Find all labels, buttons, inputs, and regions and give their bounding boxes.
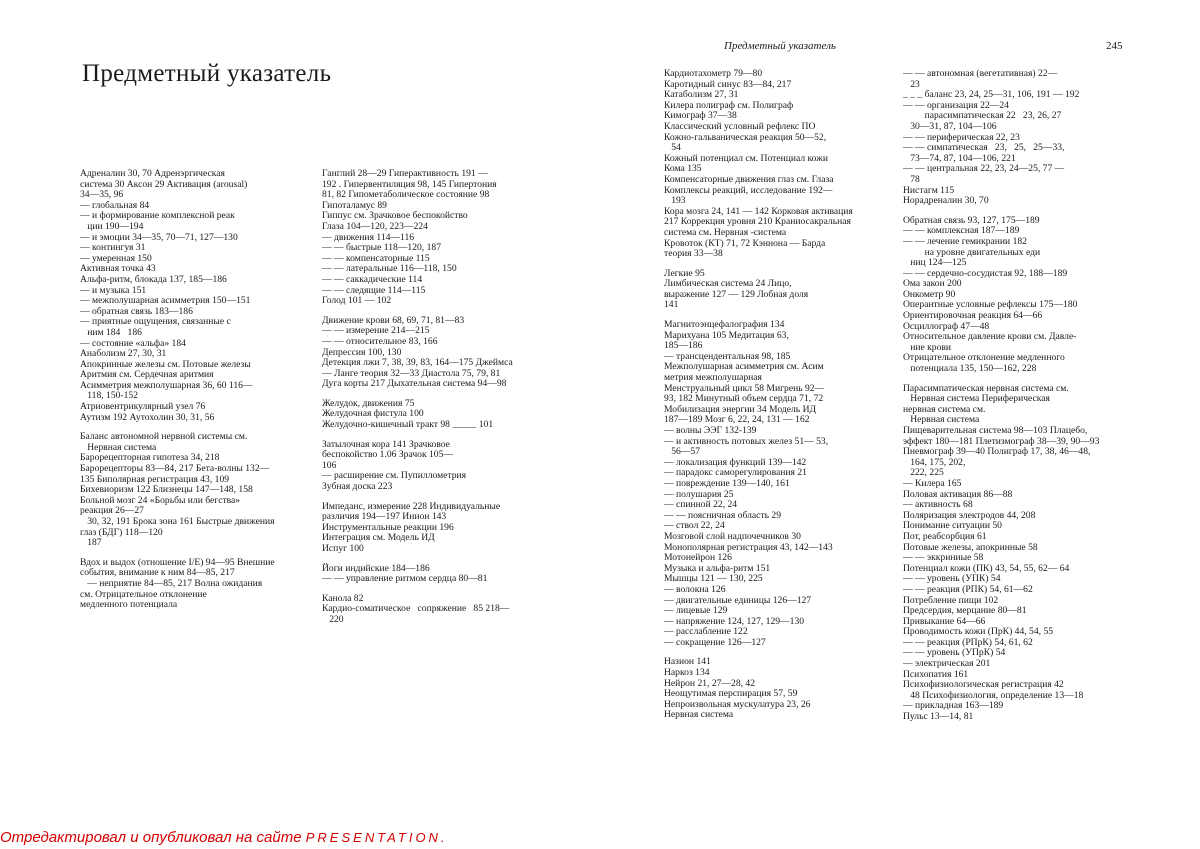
index-entry: Оперантные условные рефлексы 175—180 — [903, 299, 1078, 311]
index-entry: Поляризация электродов 44, 208 — [903, 509, 1036, 521]
index-entry: Мотонейрон 126 — [664, 552, 732, 564]
index-entry: Вдох и выдох (отношение I/E) 94—95 Внешние — [80, 556, 275, 568]
index-entry: Кожно-гальваническая реакция 50—52, — [664, 131, 827, 143]
footer-site: PRESENTATION. — [305, 830, 448, 845]
index-entry: — — саккадические 114 — [322, 273, 423, 285]
index-entry: ним 184 186 — [80, 326, 142, 338]
index-entry: 118, 150-152 — [80, 390, 139, 402]
index-entry: ции 190—194 — [80, 220, 144, 232]
index-entry: Ориентировочная реакция 64—66 — [903, 310, 1043, 322]
index-entry: Нервная система — [903, 414, 980, 426]
index-entry: — Ланге теория 32—33 Диастола 75, 79, 81 — [322, 367, 501, 379]
index-entry: — — уровень (УПрК) 54 — [903, 647, 1006, 659]
index-entry: Назион 141 — [664, 656, 711, 668]
index-entry: Барорецепторная гипотеза 34, 218 — [80, 452, 220, 464]
index-column-3 — [664, 69, 886, 721]
index-entry: Нервная система — [80, 441, 157, 453]
index-entry: — локализация функций 139—142 — [664, 456, 807, 468]
index-entry: Апокринные железы см. Потовые железы — [80, 358, 251, 370]
index-entry: Бихевиоризм 122 Близнецы 147—148, 158 — [80, 484, 253, 496]
index-entry: Каротидный синус 83—84, 217 — [664, 78, 792, 90]
index-entry: Канола 82 — [322, 592, 364, 604]
index-entry: — спинной 22, 24 — [664, 499, 738, 511]
index-entry: Интеграция см. Модель ИД — [322, 532, 435, 544]
index-entry: Ома закон 200 — [903, 278, 962, 290]
index-entry: Норадреналин 30, 70 — [903, 195, 989, 207]
index-entry: Кимограф 37—38 — [664, 110, 737, 122]
index-entry: Психофизиологическая регистрация 42 — [903, 679, 1064, 691]
index-entry: 217 Коррекция уровня 210 Краниосакральная — [664, 216, 851, 228]
index-entry: Менструальный цикл 58 Мигрень 92— — [664, 382, 825, 394]
index-entry: Нистагм 115 — [903, 184, 955, 196]
index-entry: — расслабление 122 — [664, 626, 748, 638]
index-entry: 78 — [903, 173, 920, 185]
index-entry: Зубная доска 223 — [322, 481, 393, 493]
index-entry: Привыкание 64—66 — [903, 615, 986, 627]
index-entry: Комплексы реакций, исследование 192— — [664, 184, 833, 196]
index-entry: 192 . Гипервентиляция 98, 145 Гипертония — [322, 178, 497, 190]
index-entry: Гиппус см. Зрачковое беспокойство — [322, 210, 468, 222]
index-entry: Желудочная фистула 100 — [322, 408, 424, 420]
index-entry: Половая активация 86—88 — [903, 488, 1013, 500]
index-entry: Пот, реабсорбция 61 — [903, 530, 987, 542]
index-entry: Отрицательное отклонение медленного — [903, 352, 1065, 364]
index-entry: — — управление ритмом сердца 80—81 — [322, 573, 488, 585]
index-entry: Атриовентрикулярный узел 76 — [80, 401, 206, 413]
index-entry: 141 — [664, 299, 679, 311]
index-entry: Затылочная кора 141 Зрачковое — [322, 438, 450, 450]
index-entry: система 30 Аксон 29 Активация (arousal) — [80, 178, 248, 190]
index-entry: Марихуана 105 Медитация 63, — [664, 329, 789, 341]
index-entry: — — быстрые 118—120, 187 — [322, 242, 441, 254]
index-entry: Нервная система — [664, 709, 734, 721]
index-column-1 — [80, 169, 310, 611]
index-entry: Пищеварительная система 98—103 Плацебо, — [903, 425, 1088, 436]
index-entry: — прикладная 163—189 — [903, 700, 1004, 712]
index-entry: 23 — [903, 78, 920, 90]
index-entry: — контингуя 31 — [80, 242, 146, 254]
index-entry: 48 Психофизиология, определение 13—18 — [903, 689, 1084, 701]
index-entry: Анаболизм 27, 30, 31 — [80, 348, 167, 360]
index-entry: Кора мозга 24, 141 — 142 Корковая активация — [664, 205, 853, 217]
index-entry: — лицевые 129 — [664, 605, 728, 617]
index-entry: Адреналин 30, 70 Адренэргическая — [80, 168, 225, 179]
index-entry: Кома 135 — [664, 163, 702, 175]
index-entry: Глаза 104—120, 223—224 — [322, 220, 428, 232]
index-entry: — — периферическая 22, 23 — [903, 131, 1020, 143]
index-entry: Межполушарная асимметрия см. Асим — [664, 361, 824, 373]
index-entry: — активность 68 — [903, 499, 973, 511]
index-entry: см. Отрицательное отклонение — [80, 588, 207, 600]
index-entry: — — относительное 83, 166 — [322, 335, 438, 347]
index-entry: — волны ЭЭГ 132-139 — [664, 425, 757, 436]
index-entry: — межполушарная асимметрия 150—151 — [80, 295, 251, 307]
index-entry: — ствол 22, 24 — [664, 520, 725, 532]
index-entry: — обратная связь 183—186 — [80, 305, 193, 317]
index-entry: 56—57 — [664, 446, 700, 458]
index-entry: метрия межполушарная — [664, 372, 762, 384]
index-entry: — — лечение гемикрании 182 — [903, 235, 1027, 247]
index-entry: 185—186 — [664, 340, 703, 352]
index-entry: Лимбическая система 24 Лицо, — [664, 278, 792, 290]
index-entry: 30—31, 87, 104—106 — [903, 120, 997, 132]
index-entry: Наркоз 134 — [664, 667, 710, 679]
index-entry: Йоги индийские 184—186 — [322, 562, 430, 574]
index-entry: Пневмограф 39—40 Полиграф 17, 38, 46—48, — [903, 446, 1091, 458]
index-entry: — глобальная 84 — [80, 199, 150, 211]
index-column-4 — [903, 69, 1125, 723]
index-entry: медленного потенциала — [80, 599, 178, 611]
index-entry: Предсердия, мерцание 80—81 — [903, 605, 1027, 617]
index-entry: — парадокс саморегулирования 21 — [664, 467, 807, 479]
index-entry: нервная система см. — [903, 403, 986, 415]
index-entry: Активная точка 43 — [80, 263, 156, 275]
index-entry: Проводимость кожи (ПрК) 44, 54, 55 — [903, 626, 1054, 638]
index-entry: _ _ _ баланс 23, 24, 25—31, 106, 191 — 192 — [903, 89, 1080, 101]
index-entry: Понимание ситуации 50 — [903, 520, 1002, 532]
index-entry: глаз (БДГ) 118—120 — [80, 526, 163, 538]
index-entry: различия 194—197 Инион 143 — [322, 511, 447, 523]
index-entry: Движение крови 68, 69, 71, 81—83 — [322, 314, 465, 326]
index-entry: — электрическая 201 — [903, 658, 991, 670]
index-entry: — — эккриниые 58 — [903, 552, 984, 564]
index-entry: Кардио-соматическое сопряжение 85 218— — [322, 603, 510, 615]
index-entry: — состояние «альфа» 184 — [80, 337, 186, 349]
index-entry: беспокойство 1.06 Зрачок 105— — [322, 449, 453, 461]
index-entry: Магнитоэнцефалография 134 — [664, 319, 785, 331]
index-entry: парасимпатическая 22 23, 26, 27 — [903, 110, 1062, 122]
index-entry: Осциллограф 47—48 — [903, 320, 990, 332]
index-entry: Желудочно-кишечный тракт 98 _____ 101 — [322, 419, 494, 431]
index-entry: Гипоталамус 89 — [322, 199, 387, 211]
index-entry: — — измерение 214—215 — [322, 325, 430, 337]
index-entry: Килера полиграф см. Полиграф — [664, 99, 794, 111]
index-entry: — — латеральные 116—118, 150 — [322, 263, 457, 275]
index-entry: Классический условный рефлекс ПО — [664, 120, 816, 132]
index-entry: Психопатия 161 — [903, 668, 969, 680]
index-entry: ниц 124—125 — [903, 257, 967, 269]
index-entry: — — поясничная область 29 — [664, 509, 782, 521]
index-entry: Асимметрия межполушарная 36, 60 116— — [80, 379, 253, 391]
index-entry: Монополярная регистрация 43, 142—143 — [664, 541, 833, 553]
index-entry: — напряжение 124, 127, 129—130 — [664, 615, 805, 627]
index-entry: Парасимпатическая нервная система см. — [903, 382, 1069, 394]
page-title: Предметный указатель — [82, 60, 332, 87]
index-entry: теория 33—38 — [664, 248, 723, 260]
index-entry: 73—74, 87, 104—106, 221 — [903, 152, 1016, 164]
index-entry: — приятные ощущения, связанные с — [80, 316, 231, 328]
index-entry: Желудок, движения 75 — [322, 397, 415, 409]
index-entry: — сокращение 126—127 — [664, 636, 766, 648]
index-entry: 54 — [664, 142, 681, 154]
index-entry: Барорецепторы 83—84, 217 Бета-волны 132— — [80, 463, 270, 475]
index-entry: 193 — [664, 195, 686, 207]
index-entry: Кардиотахометр 79—80 — [664, 68, 763, 79]
index-entry: Пульс 13—14, 81 — [903, 711, 974, 723]
index-entry: Испуг 100 — [322, 543, 364, 554]
index-entry: Аутизм 192 Аутохолин 30, 31, 56 — [80, 411, 215, 423]
index-entry: Потовые железы, апокринные 58 — [903, 541, 1038, 553]
index-entry: Компенсаторные движения глаз см. Глаза — [664, 173, 834, 185]
index-entry: Мобилизация энергии 34 Модель ИД — [664, 403, 817, 415]
index-entry: Катаболизм 27, 31 — [664, 89, 739, 101]
index-entry: — — уровень (УПК) 54 — [903, 573, 1001, 585]
index-entry: Мозговой слой надпочечников 30 — [664, 530, 801, 542]
index-entry: — — автономная (вегетативная) 22— — [903, 68, 1058, 79]
index-entry: Кровоток (КТ) 71, 72 Кэннона — Барда — [664, 237, 826, 249]
index-entry: — расширение см. Пупиллометрия — [322, 470, 467, 482]
index-entry: 106 — [322, 459, 337, 471]
index-entry: Непроизвольная мускулатура 23, 26 — [664, 698, 811, 710]
index-entry: 81, 82 Гипометаболическое состояние 98 — [322, 189, 490, 201]
index-entry: — полушария 25 — [664, 488, 734, 500]
index-entry: — трансцендентальная 98, 185 — [664, 350, 791, 362]
index-entry: Инструментальные реакции 196 — [322, 521, 454, 533]
index-entry: Нейрон 21, 27—28, 42 — [664, 677, 756, 689]
index-entry: Неощутимая перспирация 57, 59 — [664, 688, 798, 700]
index-entry: — неприятие 84—85, 217 Волна ожидания — [80, 577, 263, 589]
index-entry: эффект 180—181 Плетизмограф 38—39, 90—93 — [903, 435, 1100, 447]
index-entry: Депрессия 100, 130 — [322, 346, 402, 358]
index-entry: Дуга корты 217 Дыхательная система 94—98 — [322, 378, 507, 390]
index-entry: реакция 26—27 — [80, 505, 144, 517]
index-entry: — и формирование комплексной реак — [80, 210, 235, 222]
index-entry: — и музыка 151 — [80, 284, 147, 296]
index-entry: 164, 175, 202, — [903, 456, 966, 468]
index-entry: Больной мозг 24 «Борьбы или бегства» — [80, 494, 241, 506]
index-entry: — — компенсаторные 115 — [322, 252, 430, 264]
index-entry: Аритмия см. Сердечная аритмия — [80, 369, 214, 381]
index-entry: события, внимание к ним 84—85, 217 — [80, 567, 235, 579]
index-entry: 30, 32, 191 Брока зона 161 Быстрые движения — [80, 516, 275, 527]
index-entry: 34—35, 96 — [80, 189, 124, 201]
index-entry: — — организация 22—24 — [903, 99, 1009, 111]
index-entry: Альфа-ритм, блокада 137, 185—186 — [80, 273, 227, 285]
index-entry: Баланс автономной нервной системы см. — [80, 431, 248, 443]
index-entry: 187 — [80, 537, 102, 549]
index-entry: — умеренная 150 — [80, 252, 152, 264]
index-entry: 220 — [322, 613, 344, 625]
index-entry: — повреждение 139—140, 161 — [664, 477, 790, 489]
index-entry: — — сердечно-сосудистая 92, 188—189 — [903, 267, 1068, 279]
index-entry: — и эмоции 34—35, 70—71, 127—130 — [80, 231, 238, 243]
index-entry: выражение 127 — 129 Лобная доля — [664, 288, 809, 300]
index-entry: 222, 225 — [903, 467, 944, 479]
index-entry: Кожный потенциал см. Потенциал кожи — [664, 152, 829, 164]
index-entry: — двигательные единицы 126—127 — [664, 594, 812, 606]
index-entry: система см. Нервная -система — [664, 226, 787, 238]
index-entry: Музыка и альфа-ритм 151 — [664, 562, 771, 574]
index-entry: — Килера 165 — [903, 477, 962, 489]
index-entry: 187—189 Мозг 6, 22, 24, 131 — 162 — [664, 414, 810, 426]
index-entry: Онкометр 90 — [903, 288, 956, 300]
index-entry: — движения 114—116 — [322, 231, 415, 243]
index-entry: — волокна 126 — [664, 583, 726, 595]
index-entry: Легкие 95 — [664, 267, 705, 279]
page-number: 245 — [1106, 40, 1123, 52]
index-entry: ние крови — [903, 341, 952, 353]
index-entry: на уровне двигательных еди — [903, 246, 1041, 258]
index-entry: — — центральная 22, 23, 24—25, 77 — — [903, 163, 1065, 175]
index-entry: — — симпатическая 23, 25, 25—33, — [903, 142, 1065, 154]
index-entry: — и активность потовых желез 51— 53, — [664, 435, 829, 447]
footer-label: Отредактировал и опубликовал на сайте — [0, 829, 302, 846]
index-entry: Потенциал кожи (ПК) 43, 54, 55, 62— 64 — [903, 562, 1070, 574]
index-entry: — — комплексная 187—189 — [903, 225, 1020, 237]
index-entry: Мышцы 121 — 130, 225 — [664, 573, 763, 585]
index-entry: — — следящие 114—115 — [322, 284, 426, 296]
index-entry: Потребление пищи 102 — [903, 594, 999, 606]
index-entry: Голод 101 — 102 — [322, 295, 392, 307]
index-entry: Импеданс, измерение 228 Индивидуальные — [322, 500, 501, 512]
publisher-footer — [0, 829, 448, 846]
index-entry: Относительное давление крови см. Давле- — [903, 331, 1077, 343]
index-entry: — — реакция (РПрК) 54, 61, 62 — [903, 636, 1033, 648]
index-entry: Нервная система Периферическая — [903, 393, 1050, 405]
index-entry: 93, 182 Минутный объем сердца 71, 72 — [664, 393, 824, 405]
index-entry: 135 Биполярная регистрация 43, 109 — [80, 473, 230, 485]
index-entry: Ганглий 28—29 Гиперактивность 191 — — [322, 168, 488, 179]
index-entry: потенциала 135, 150—162, 228 — [903, 363, 1037, 375]
index-column-2 — [322, 169, 542, 626]
index-entry: Детекция лжи 7, 38, 39, 83, 164—175 Джеймса — [322, 357, 513, 369]
index-entry: Обратная связь 93, 127, 175—189 — [903, 214, 1040, 226]
index-entry: — — реакция (РПК) 54, 61—62 — [903, 583, 1033, 595]
page-header: Предметный указатель — [724, 40, 836, 52]
